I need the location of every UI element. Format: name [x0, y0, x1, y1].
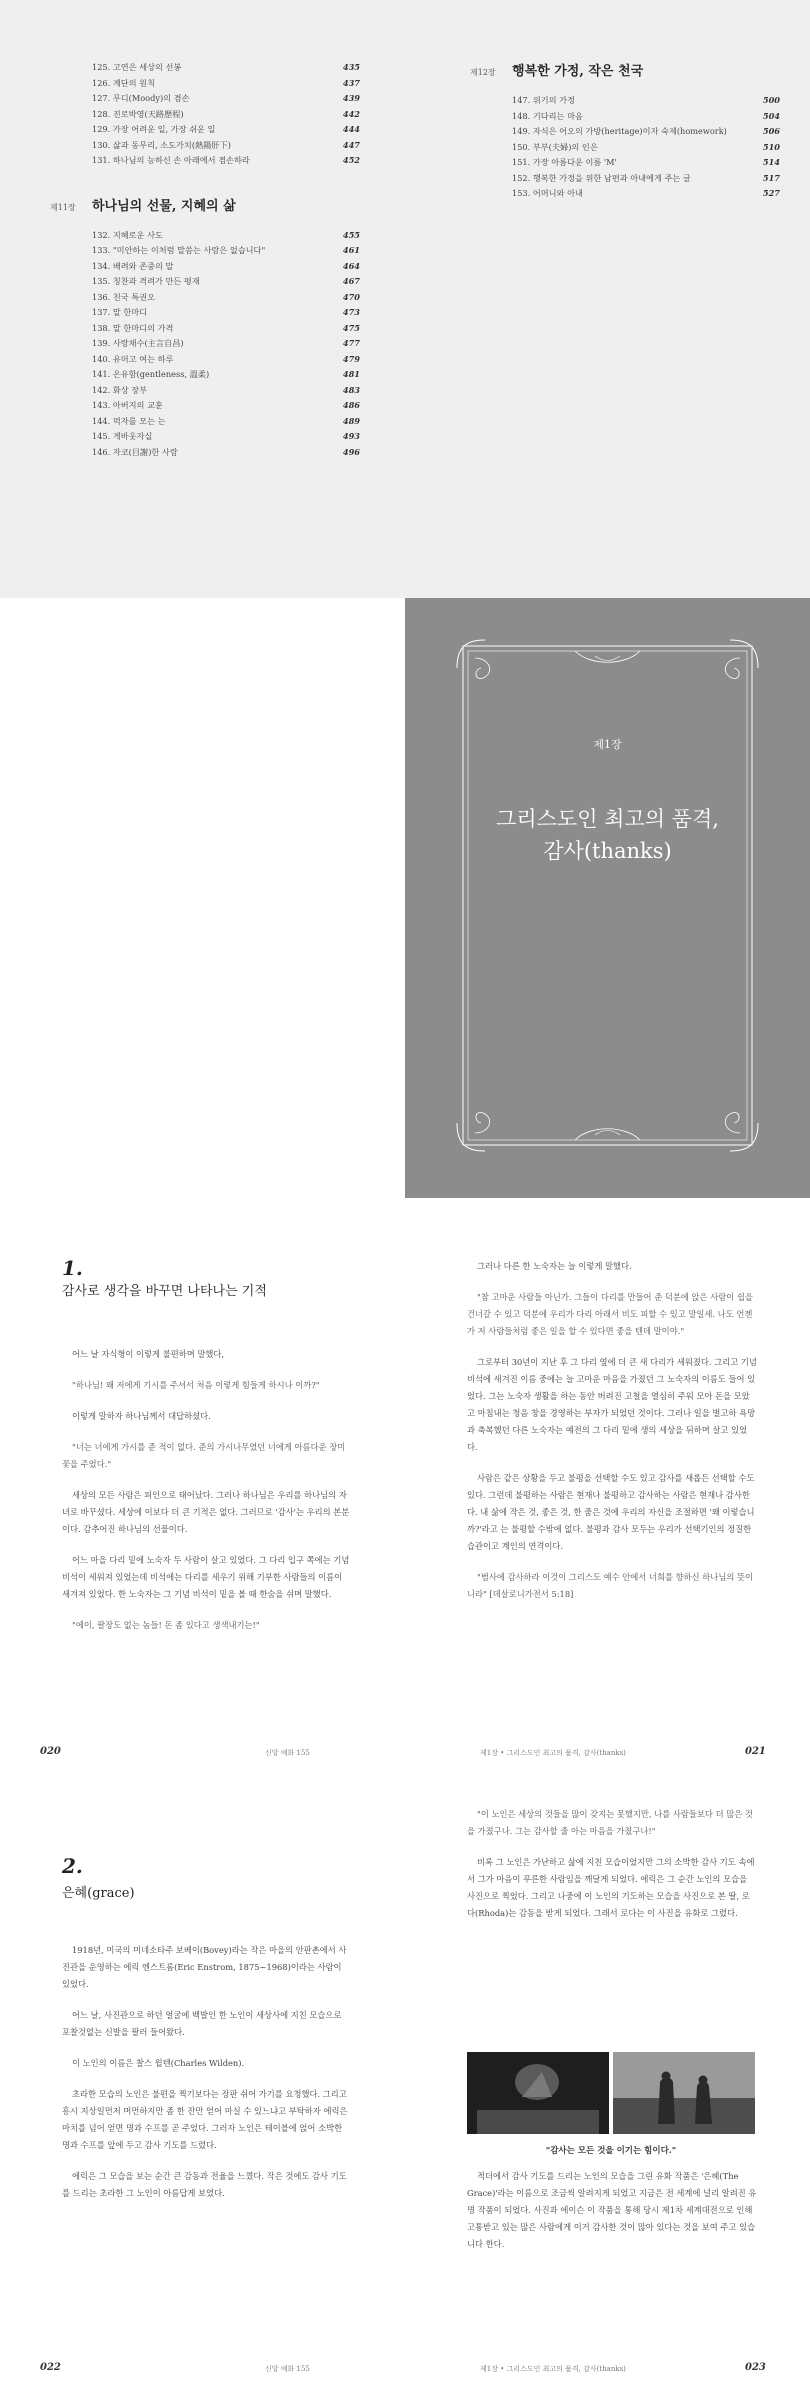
toc-part-heading	[50, 195, 360, 214]
page-number: 021	[745, 1746, 766, 1757]
toc-entry-title: 126. 계단의 원칙	[92, 77, 155, 88]
body-text	[467, 2168, 757, 2267]
toc-entry	[50, 228, 360, 244]
toc-entry	[50, 290, 360, 306]
toc-entry-title: 148. 기다리는 마음	[512, 110, 583, 121]
toc-entry-page: 475	[342, 322, 360, 333]
paragraph: 어느 마을 다리 밑에 노숙자 두 사람이 살고 있었다. 그 다리 입구 쪽에는 기념 비석이 세워져 있었는데 비석에는 다리를 세우기 위해 기부한 사람들의 이름이 새겨져 있었다. 한 노숙자는 그 기념 비석이 밑을 볼 때 한숨을 쉬며 말했다.	[62, 1555, 350, 1599]
section-number: 1.	[62, 1256, 83, 1280]
paragraph: "참 고마운 사람들 아닌가. 그들이 다리를 만들어 준 덕분에 앉은 사람이 쉽을 건너갈 수 있고 덕분에 우리가 다리 아래서 비도 피할 수 있고 말일세. 나도 언젠가 저 사람들처럼 좋은 일을 할 수 있다면 좋을 텐데 말이야."	[467, 1292, 753, 1336]
toc-entry-page: 489	[342, 415, 360, 426]
toc-entry-title: 153. 어머니와 아내	[512, 188, 583, 198]
toc-entry-page: 452	[342, 155, 360, 165]
page-number: 023	[745, 2362, 766, 2373]
toc-entry-title: 142. 화상 장부	[92, 384, 148, 395]
toc-entry-page: 442	[342, 108, 360, 119]
running-head: 제1장 • 그리스도인 최고의 품격, 감사(thanks)	[480, 2365, 626, 2373]
toc-part-heading	[470, 60, 780, 79]
ornamental-frame	[455, 638, 760, 1153]
angelus-illustration	[613, 2052, 755, 2134]
toc-entry	[470, 171, 780, 187]
paragraph: "에이, 팔장도 없는 놈들! 돈 좀 있다고 생색내기는!"	[72, 1620, 260, 1630]
toc-entry-page: 496	[342, 446, 360, 457]
toc-part-title: 행복한 가정, 작은 천국	[512, 64, 644, 79]
toc-entry-page: 437	[342, 77, 360, 88]
paragraph: 비록 그 노인은 가난하고 삶에 지친 모습이었지만 그의 소박한 감사 기도 속에서 그가 마음이 푸른한 사람임을 깨달게 되었다. 에릭은 그 순간 노인의 모습을 사진으로 찍었다. 그리고 나중에 이 노인의 기도하는 모습을 사진으로 본 딸, 로다(Rhoda)는 감동을 받게 되었다. 그래서 로다는 이 사진을 유화로 그렸다.	[467, 1857, 755, 1918]
paragraph: 어느 날 자식형이 이렇게 불편하며 말했다,	[72, 1349, 225, 1359]
chapter-title	[405, 803, 810, 867]
toc-entry-title: 132. 지혜로운 사도	[92, 229, 163, 240]
toc-entry-title: 147. 위기의 가정	[512, 95, 575, 105]
paragraph: 에릭은 그 모습을 보는 순간 큰 감동과 전율을 느꼈다. 작은 것에도 감사 기도를 드리는 초라한 그 노인이 아름답게 보였다.	[62, 2171, 347, 2198]
toc-entry-title: 151. 가장 아름다운 이름 'M'	[512, 157, 617, 167]
toc-entry-page: 517	[762, 172, 780, 183]
toc-entry	[50, 60, 360, 76]
toc-entry-title: 141. 온유함(gentleness, 溫柔)	[92, 369, 210, 379]
toc-entry-title: 149. 자식은 어오의 가방(heritage)이자 숙제(homework)	[512, 126, 727, 136]
left-page	[0, 1792, 405, 2396]
paragraph: 그러나 다른 한 노숙자는 늘 이렇게 말했다.	[477, 1261, 632, 1271]
paragraph: "하나님! 왜 저에게 기시를 주셔서 처음 이렇게 힘들게 하시나 이까?"	[72, 1380, 320, 1390]
toc-entry-title: 131. 하나님의 능하신 손 아래에서 겸손하라	[92, 155, 250, 165]
paragraph: 그로부터 30년이 지난 후 그 다리 옆에 더 큰 새 다리가 세워졌다. 그리고 기념 비석에 새겨진 이름 중에는 늘 고마운 마음을 가졌던 그 노숙자의 이름도 들어 있었다. 그는 노숙자 생활을 하는 동안 버려진 고철을 열심히 주워 모아 돈을 모았고 마침내는 청음 창을 경영하는 부자가 되었던 것이다. 그러나 일을 벌고하 욕망과 축복했던 다른 노숙자는 예전의 그 다리 밑에 생의 세상을 뒤하며 살고 있었다.	[467, 1357, 757, 1452]
paragraph: 세상의 모든 사람은 피인으로 태어났다. 그러나 하나님은 우리를 하나님의 자녀로 바꾸셨다. 세상에 이보다 더 큰 기적은 없다. 그러므로 '감사'는 우리의 본분이다. 감추어진 하나님의 선물이다.	[62, 1490, 350, 1534]
toc-entry	[50, 398, 360, 414]
toc-entry	[470, 186, 780, 202]
toc-entry-page: 439	[342, 93, 360, 103]
paragraph: 1918년, 미국의 미네소타주 보베이(Bovey)라는 작은 마을의 안판촌에서 사진관을 운영하는 에릭 엔스트롬(Eric Enstrom, 1875~1968)이라는 사람이 있었다.	[62, 1945, 347, 1989]
toc-entry-title: 138. 말 한마디의 가격	[92, 322, 174, 333]
toc-entry-page: 455	[342, 229, 360, 240]
toc-entry-page: 493	[342, 431, 360, 441]
paragraph: 이렇게 말하자 하나님께서 대답하셨다.	[72, 1411, 211, 1421]
toc-entry-page: 481	[342, 369, 360, 379]
toc-entry	[470, 93, 780, 109]
toc-entry-page: 467	[342, 276, 360, 286]
toc-part-title: 하나님의 선물, 지혜의 삶	[92, 198, 236, 214]
toc-entry	[50, 107, 360, 123]
paragraph: "이 노인은 세상의 것들을 많이 갖지는 못했지만, 나를 사람들보다 더 많은 것을 가졌구나. 그는 감사할 줄 아는 마음을 가졌구나!"	[467, 1809, 753, 1836]
toc-entry	[50, 321, 360, 337]
toc-entry	[470, 109, 780, 125]
toc-entry-page: 464	[342, 260, 360, 271]
toc-entry-page: 510	[762, 141, 780, 152]
angelus-painting	[613, 2052, 755, 2134]
section-number: 2.	[62, 1854, 83, 1878]
toc-entry-page: 479	[342, 353, 360, 364]
toc-entry-page: 500	[762, 95, 780, 105]
paragraph: 이 노인의 이름은 찰스 윌텐(Charles Wilden).	[72, 2058, 245, 2068]
toc-entry-title: 133. "미안하는 이처럼 말씀는 사람은 없습니다"	[92, 245, 266, 255]
toc-entry	[50, 259, 360, 275]
section-title: 감사로 생각을 바꾸면 나타나는 기적	[62, 1284, 267, 1299]
toc-entry-title: 137. 말 한마디	[92, 307, 148, 317]
chapter-opener-spread	[0, 598, 810, 1198]
right-page	[405, 1198, 810, 1792]
running-head: 신앙 예화 155	[265, 2365, 310, 2373]
left-page	[0, 1198, 405, 1792]
section-title: 은혜(grace)	[62, 1886, 135, 1901]
toc-entry-title: 135. 칭찬과 격려가 만든 평재	[92, 276, 200, 286]
toc-entry	[50, 414, 360, 430]
toc-entry-title: 128. 진로박영(天路歷程)	[92, 108, 184, 119]
toc-entry-page: 477	[342, 338, 360, 348]
toc-entry-title: 140. 유머고 여는 하루	[92, 353, 174, 364]
toc-entry	[50, 153, 360, 169]
toc-entry-title: 139. 사랑채수(主言自昌)	[92, 338, 184, 348]
toc-entry	[50, 336, 360, 352]
blank-left-page	[0, 598, 405, 1198]
book-spread-2	[0, 1792, 810, 2396]
toc-entry-title: 127. 무디(Moody)의 겸손	[92, 93, 190, 103]
paragraph: 적더에서 감사 기도를 드리는 노인의 모습을 그린 유화 작품은 '은혜(The Grace)'라는 이름으로 조금씩 알려지게 되었고 지금은 전 세계에 널리 알려진 유명 작품이 되었다. 사진과 에이슨 이 작품을 통해 당시 제1차 세계대전으로 인해 고통받고 있는 많은 사람에게 이거 감사한 것이 많아 있다는 것을 보여 주고 있습니다 한다.	[467, 2171, 757, 2249]
chapter-title-line1: 그리스도인 최고의 품격,	[496, 807, 719, 831]
toc-entry-title: 145. 게바웃자실	[92, 431, 153, 441]
toc-entry	[470, 155, 780, 171]
toc-part-chapter: 제11장	[50, 202, 76, 212]
chapter-label: 제1장	[593, 738, 622, 751]
toc-entry	[50, 91, 360, 107]
toc-entry-page: 470	[342, 291, 360, 302]
toc-entry	[50, 122, 360, 138]
toc-entry-page: 486	[342, 400, 360, 410]
right-page	[405, 1792, 810, 2396]
page-number: 022	[40, 2362, 61, 2373]
toc-entry	[50, 274, 360, 290]
paragraph: 어느 날, 사진관으로 하던 얼굴에 백발인 한 노인이 세상사에 지친 모습으로 포찰것없는 신발을 팔러 들어왔다.	[62, 2010, 342, 2037]
toc-entry-page: 504	[762, 110, 780, 121]
toc-entry-title: 143. 아버지의 교훈	[92, 400, 163, 410]
body-text	[467, 1258, 757, 1617]
toc-entry	[50, 243, 360, 259]
toc-entry	[50, 383, 360, 399]
toc-left-column	[50, 60, 360, 460]
toc-entry-title: 150. 부부(夫婦)의 인은	[512, 141, 598, 152]
praying-man-photo	[467, 2052, 609, 2134]
toc-entry	[50, 352, 360, 368]
toc-right-column	[470, 60, 780, 202]
toc-entry-title: 144. 먹자를 모는 는	[92, 415, 166, 426]
toc-entry-page: 514	[762, 157, 780, 167]
page-number: 020	[40, 1746, 61, 1757]
running-head: 제1장 • 그리스도인 최고의 품격, 감사(thanks)	[480, 1749, 626, 1757]
running-head: 신앙 예화 155	[265, 1749, 310, 1757]
paragraph: "범사에 감사하라 이것이 그리스도 예수 안에서 너희를 향하신 하나님의 뜻이니라" [데살로니가전서 5:18]	[467, 1572, 754, 1599]
toc-entry	[470, 124, 780, 140]
toc-entry-page: 447	[342, 139, 360, 150]
toc-entry	[50, 76, 360, 92]
toc-entry-title: 125. 고연은 세상의 선봉	[92, 62, 182, 72]
book-spread-1	[0, 1198, 810, 1792]
toc-entry-title: 136. 친국 특권오	[92, 291, 155, 302]
body-text	[62, 1942, 352, 2216]
paragraph: "너는 너에게 가시를 준 적이 없다. 준의 가시나무였던 너에게 아름다운 장미꽃을 주었다."	[62, 1442, 346, 1469]
paragraph: 초라한 모습의 노인은 불편을 찍기보다는 장판 쉬어 가기를 요청했다. 그리고 흥시 지상일먼저 머먼하지만 좀 한 잔만 얻어 마실 수 있느냐고 부탁하자 에릭은 마치를 넘어 얻면 명과 수프를 곧 주었다. 그러자 노인은 테이블에 얹어 소박한 명과 수프를 앞에 두고 감사 기도를 드렸다.	[62, 2089, 348, 2150]
toc-entry-title: 129. 가장 어려운 일, 가장 쉬운 일	[92, 124, 216, 134]
toc-entry	[470, 140, 780, 156]
paragraph: 사람은 같은 상황을 두고 불평을 선택할 수도 있고 감사를 새롭든 선택할 수도 있다. 그런데 불평하는 사람은 현재나 불평하고 감사하는 사람은 현재나 감사한다. 내 삶에 작은 것, 좋은 것, 한 줌은 것에 우리의 자신을 조절하면 '왜 이렇습니까?'라고 는 불평할 수밖에 없다. 불평과 감사 모두는 우리가 선택기인의 정질한 습관이고 계인의 연격이다.	[467, 1473, 755, 1551]
toc-entry-title: 146. 자코(目謝)한 사람	[92, 446, 178, 457]
toc-entry-title: 130. 삶과 동무리, 소도가치(熱陽肝下)	[92, 139, 231, 150]
toc-entry	[50, 138, 360, 154]
toc-entry-page: 444	[342, 124, 360, 134]
toc-entry-title: 152. 행복한 가정을 위한 남편과 아내에게 주는 글	[512, 172, 691, 183]
toc-entry-page: 435	[342, 62, 360, 72]
body-text	[467, 1806, 757, 1936]
toc-entry	[50, 367, 360, 383]
table-of-contents	[0, 0, 810, 598]
chapter-title-line2: 감사(thanks)	[543, 839, 672, 863]
toc-entry-page: 473	[342, 307, 360, 317]
body-text	[62, 1346, 352, 1648]
toc-entry-page: 527	[762, 188, 780, 198]
chapter-opener-page	[405, 598, 810, 1198]
toc-entry-title: 134. 배려와 존중의 말	[92, 260, 174, 271]
toc-entry-page: 506	[762, 126, 780, 136]
toc-entry-page: 483	[342, 384, 360, 395]
photo-caption: "감사는 모든 것을 이기는 힘이다."	[545, 2146, 677, 2156]
toc-entry-page: 461	[342, 245, 360, 255]
toc-part-chapter: 제12장	[470, 68, 496, 77]
toc-entry	[50, 445, 360, 461]
toc-entry	[50, 305, 360, 321]
toc-entry	[50, 429, 360, 445]
praying-man-illustration	[467, 2052, 609, 2134]
